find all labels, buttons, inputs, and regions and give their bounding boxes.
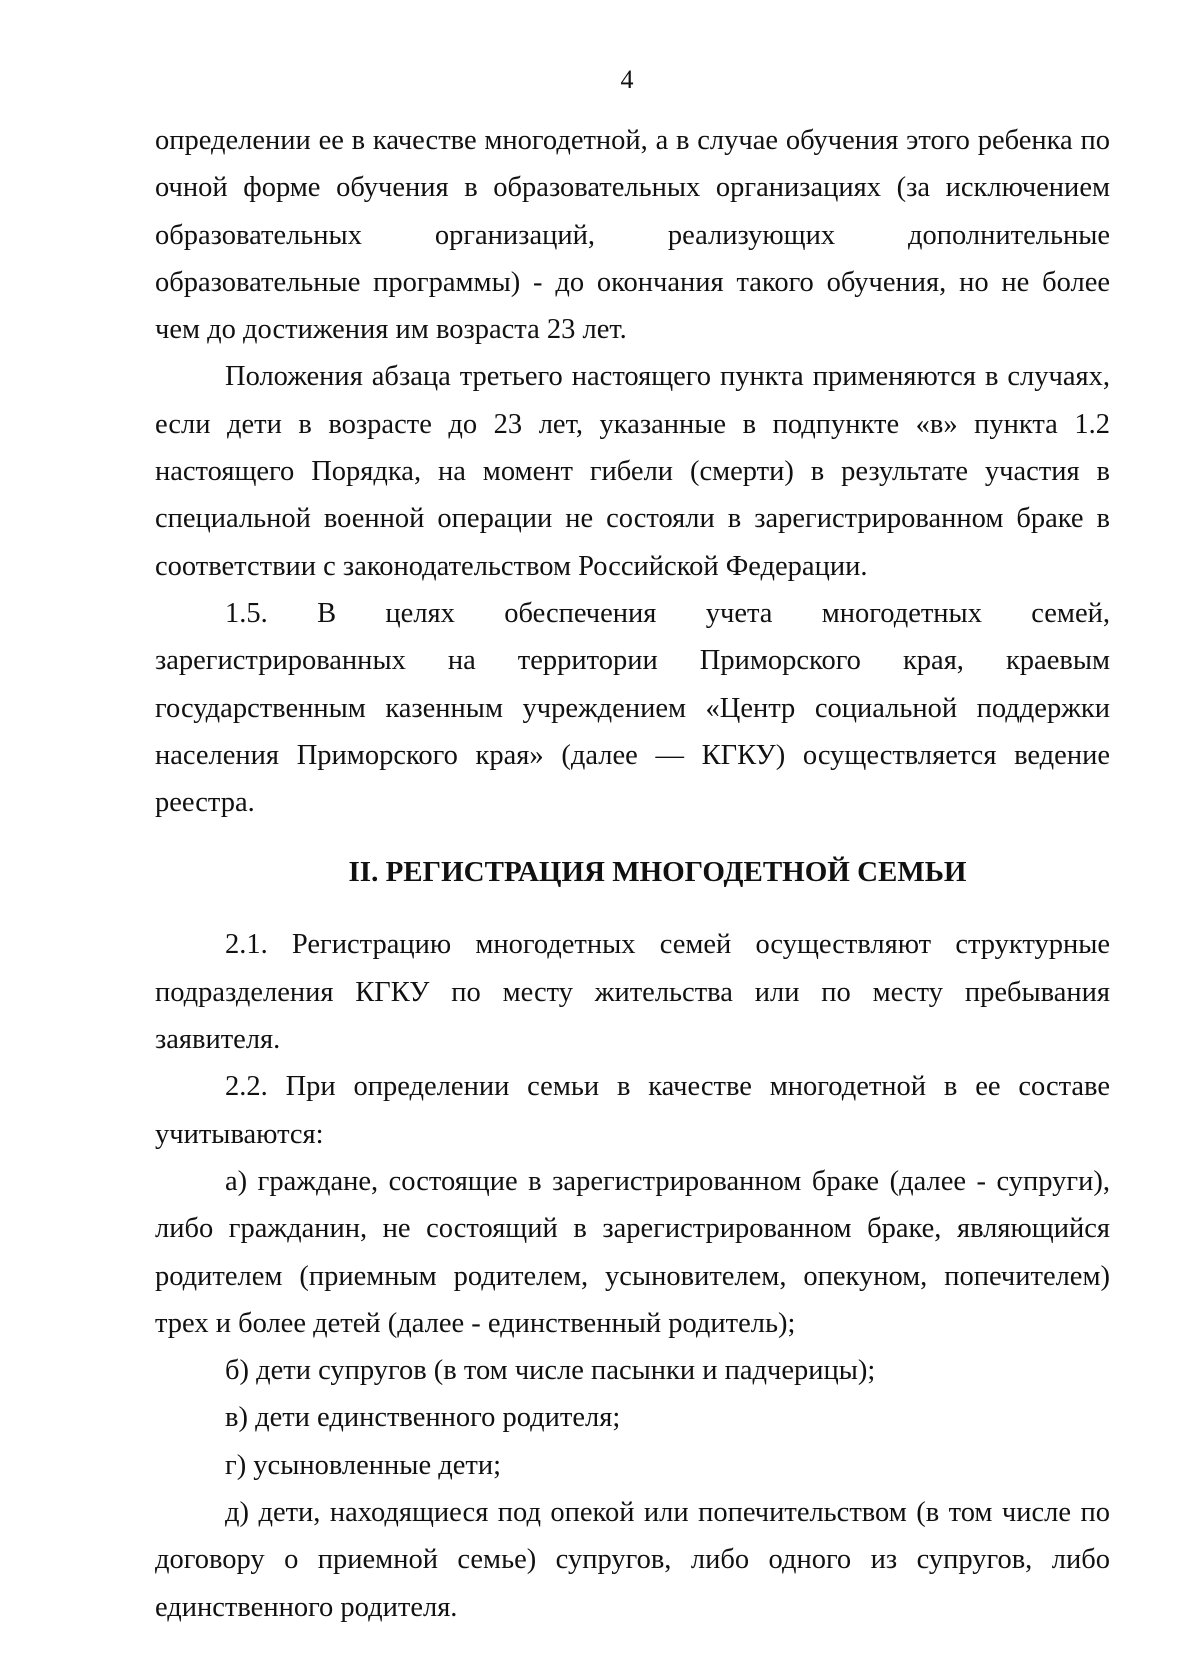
list-item-g: г) усыновленные дети;	[225, 1449, 502, 1481]
paragraph-age-23-provisions: Положения абзаца третьего настоящего пункта применяются в случаях, если дети в возрасте до 23 лет, указанные в подпункте «в» пункта 1.2 настоящего Порядка, на момент гибели (смерти) в результате участия в специальной военной операции не состояли в зарегистрированном браке в соответствии с законодательством Российской Федерации.	[155, 361, 1110, 582]
list-item-a: а) граждане, состоящие в зарегистрированном браке (далее - супруги), либо гражданин, не состоящий в зарегистрированном браке, являющийся родителем (приемным родителем, усыновителем, опекуном, попечителем) трех и более детей (далее - единственный родитель);	[155, 1165, 1110, 1339]
paragraph-continuation: определении ее в качестве многодетной, а в случае обучения этого ребенка по очной форме обучения в образовательных организациях (за исключением образовательных организаций, реализующих дополнительные образовательные программы) - до окончания такого обучения, но не более чем до достижения им возраста 23 лет.	[155, 125, 1110, 346]
paragraph-2-2-family-composition: 2.2. При определении семьи в качестве многодетной в ее составе учитываются:	[155, 1071, 1110, 1150]
list-item-b: б) дети супругов (в том числе пасынки и падчерицы);	[225, 1355, 876, 1387]
list-item-v: в) дети единственного родителя;	[225, 1402, 621, 1434]
section-heading: II. РЕГИСТРАЦИЯ МНОГОДЕТНОЙ СЕМЬИ	[348, 856, 967, 889]
page-number: 4	[620, 65, 634, 94]
paragraph-1-5-registry: 1.5. В целях обеспечения учета многодетных семей, зарегистрированных на территории Приморского края, краевым государственным казенным учреждением «Центр социальной поддержки населения Приморского края» (далее — КГКУ) осуществляется ведение реестра.	[155, 597, 1110, 819]
document-body	[155, 117, 1110, 1631]
paragraph-2-1-registration: 2.1. Регистрацию многодетных семей осуществляют структурные подразделения КГКУ по месту жительства или по месту пребывания заявителя.	[155, 929, 1110, 1056]
list-item-d: д) дети, находящиеся под опекой или попечительством (в том числе по договору о приемной семье) супругов, либо одного из супругов, либо единственного родителя.	[155, 1497, 1110, 1623]
